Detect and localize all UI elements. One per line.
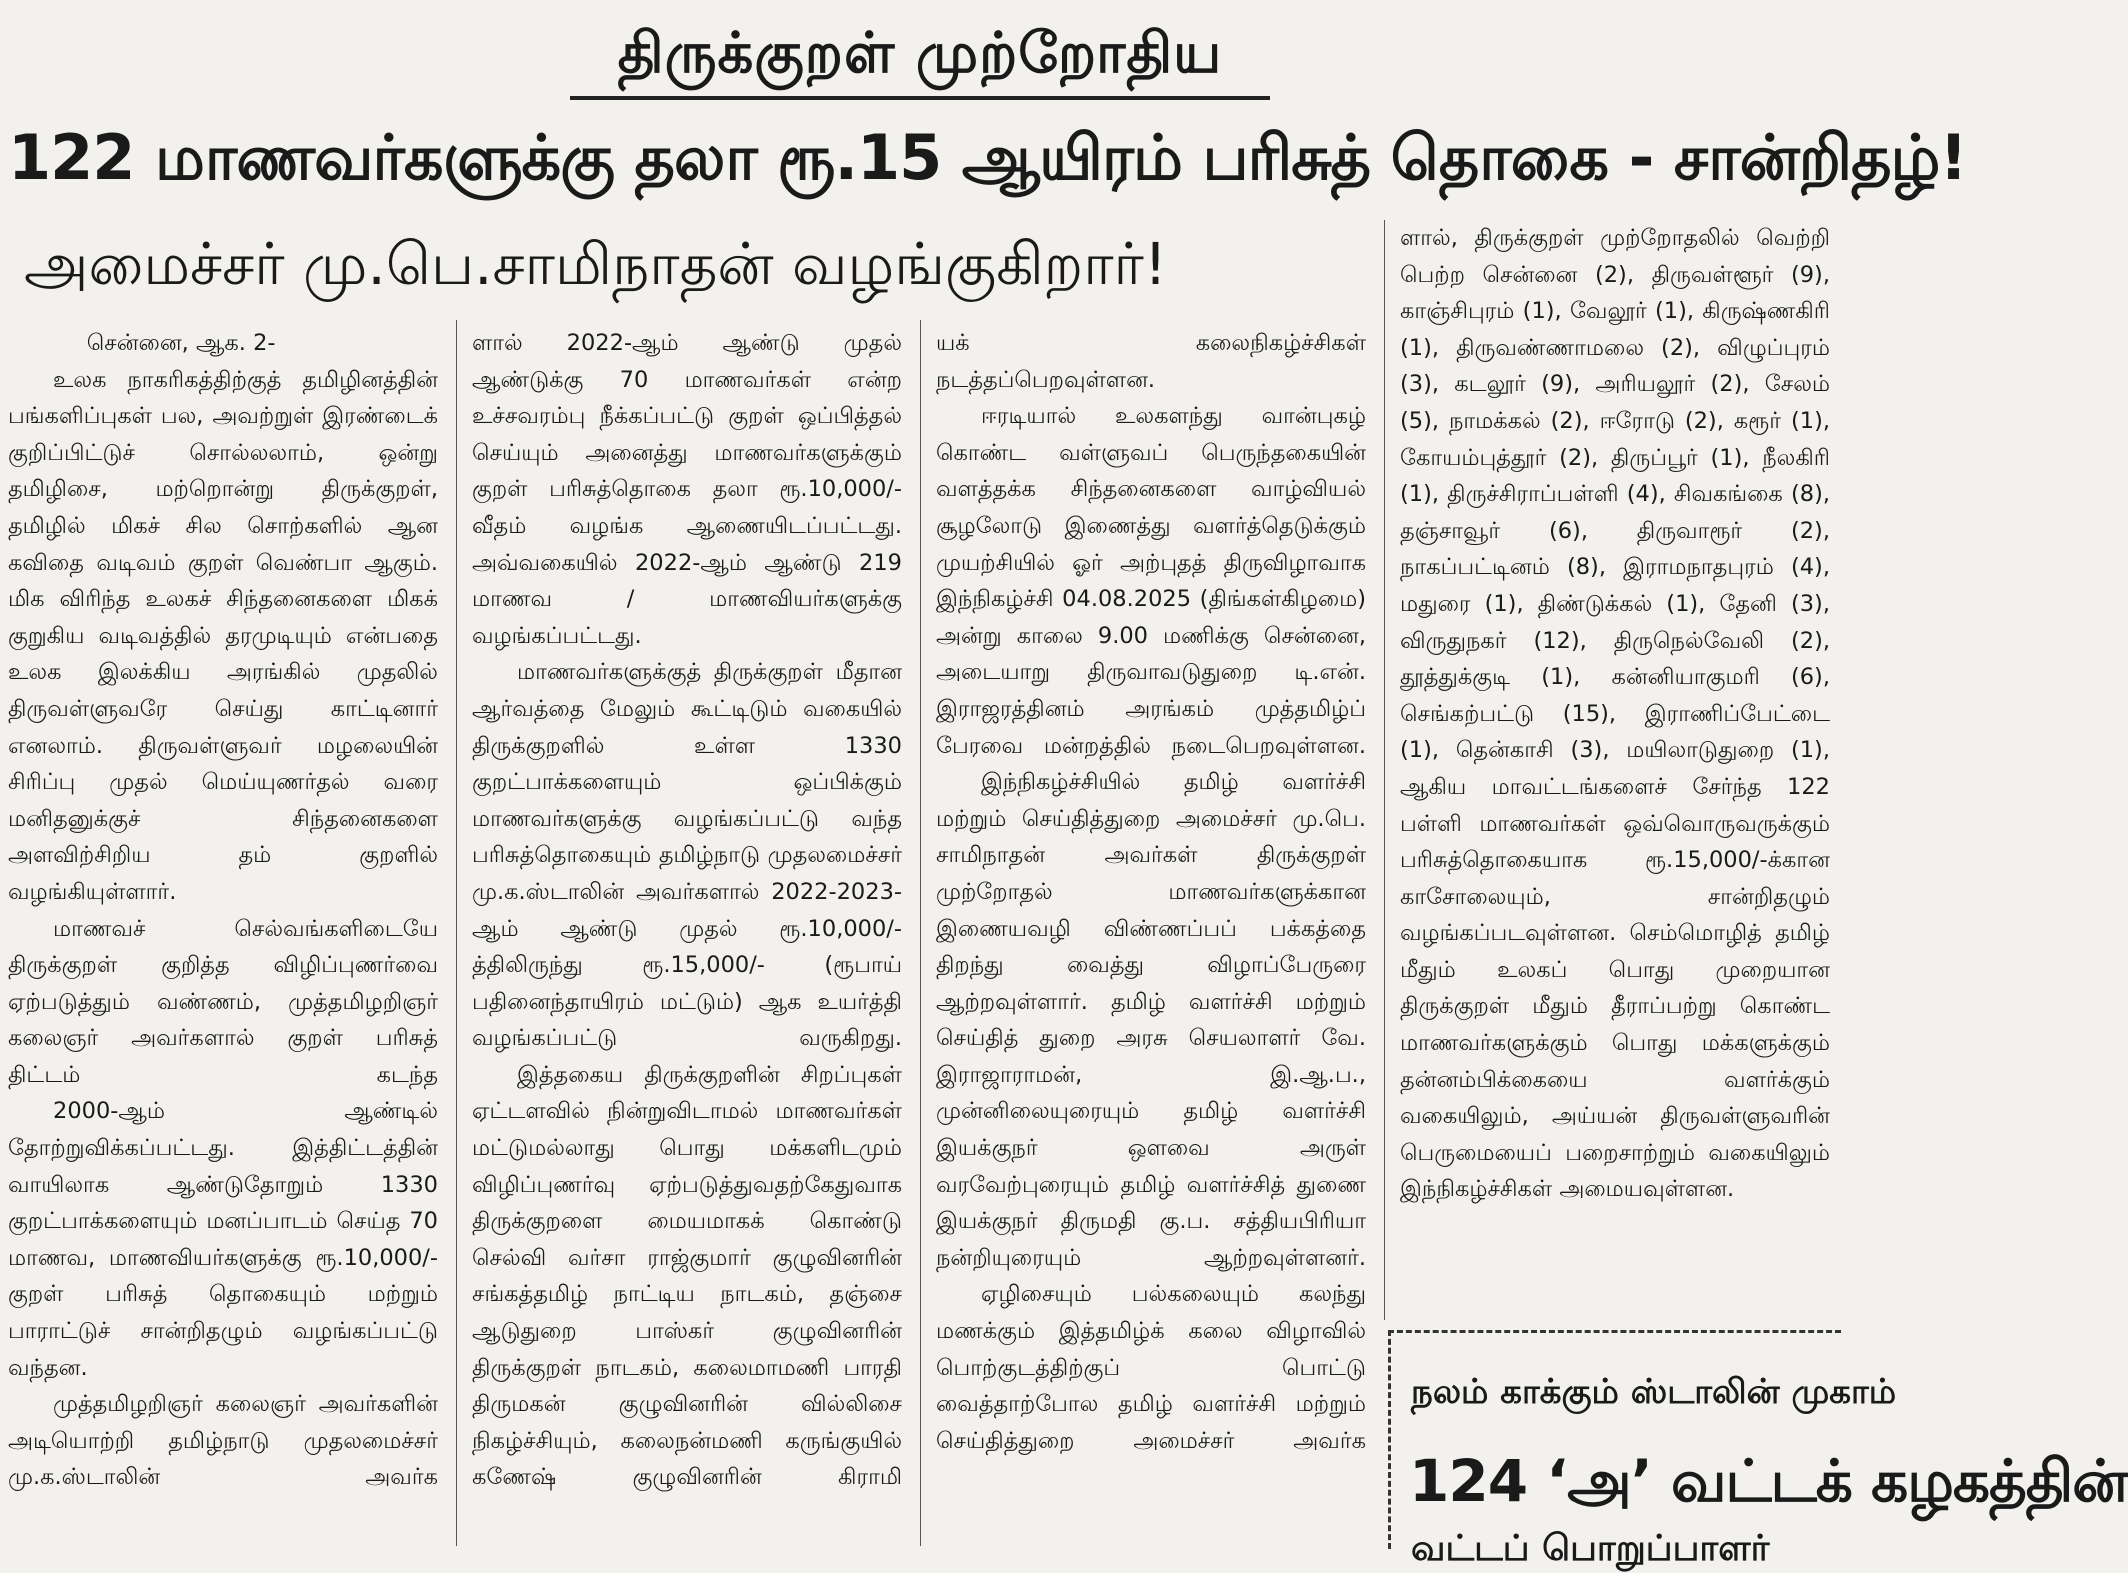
column-rule — [456, 320, 457, 1546]
paragraph: ஏழிசையும் பல்கலையும் கலந்து மணக்கும் இத்தமிழ்க் கலை விழாவில் பொற்குடத்திற்குப் பொட்டு வைத்தாற்போல தமிழ் வளர்ச்சி மற்றும் செய்தித்துறை அமைச்சர் அவர்க — [936, 1281, 1366, 1454]
dateline: சென்னை, ஆக. 2- — [86, 330, 276, 356]
side-news-box — [1388, 1330, 2128, 1569]
paragraph: ஈரடியால் உலகளந்து வான்புகழ் கொண்ட வள்ளுவப் பெருந்தகையின் வளத்தக்க சிந்தனைகளை வாழ்வியல் சூழலோடு இணைத்து வளர்த்தெடுக்கும் முயற்சியில் ஓர் அற்புதத் திருவிழாவாக இந்நிகழ்ச்சி 04.08.2025 (திங்கள்கிழமை) அன்று காலை 9.00 மணிக்கு சென்னை, அடையாறு திருவாவடுதுறை டி.என். இராஜரத்தினம் அரங்கம் முத்தமிழ்ப் பேரவை மன்றத்தில் நடைபெறவுள்ளன. — [936, 403, 1366, 759]
article-column-2 — [472, 325, 902, 1496]
article-column-3 — [936, 325, 1366, 1459]
paragraph: இத்தகைய திருக்குறளின் சிறப்புகள் ஏட்டளவில் நின்றுவிடாமல் மாணவர்கள் மட்டுமல்லாது பொது மக்களிடமும் விழிப்புணர்வு ஏற்படுத்துவதற்கேதுவாக திருக்குறளை மையமாகக் கொண்டு செல்வி வர்சா ராஜ்குமார் குழுவினரின் சங்கத்தமிழ் நாட்டிய நாடகம், தஞ்சை ஆடுதுறை பாஸ்கர் குழுவினரின் திருக்குறள் நாடகம், கலைமாமணி பாரதி திருமகன் குழுவினரின் வில்லிசை நிகழ்ச்சியும், கலைநன்மணி கருங்குயில் கணேஷ் குழுவினரின் கிராமி — [472, 1061, 902, 1491]
paragraph: உலக நாகரிகத்திற்குத் தமிழினத்தின் பங்களிப்புகள் பல, அவற்றுள் இரண்டைக் குறிப்பிட்டுச் சொல்லலாம், ஒன்று தமிழிசை, மற்றொன்று திருக்குறள், தமிழில் மிகச் சில சொற்களில் ஆன கவிதை வடிவம் குறள் வெண்பா ஆகும். மிக விரிந்த உலகச் சிந்தனைகளை மிகக் குறுகிய வடிவத்தில் தரமுடியும் என்பதை உலக இலக்கிய அரங்கில் முதலில் திருவள்ளுவரே செய்து காட்டினார் எனலாம். திருவள்ளுவர் மழலையின் சிரிப்பு முதல் மெய்யுணர்தல் வரை மனிதனுக்குச் சிந்தனைகளை அளவிற்சிறிய தம் குறளில் வழங்கியுள்ளார். — [8, 366, 438, 905]
article-column-4 — [1400, 220, 1830, 1208]
kicker-heading: திருக்குறள் முற்றோதிய — [570, 12, 1270, 100]
sub-headline: அமைச்சர் மு.பெ.சாமிநாதன் வழங்குகிறார்! — [24, 230, 1168, 298]
side-box-subline: வட்டப் பொறுப்பாளர் — [1411, 1528, 1770, 1569]
side-box-headline: 124 ‘அ’ வட்டக் கழகத்தின் — [1409, 1447, 2128, 1515]
paragraph: மாணவர்களுக்குத் திருக்குறள் மீதான ஆர்வத்தை மேலும் கூட்டிடும் வகையில் திருக்குறளில் உள்ள 1330 குறட்பாக்களையும் ஒப்பிக்கும் மாணவர்களுக்கு வழங்கப்பட்டு வந்த பரிசுத்தொகையும் தமிழ்நாடு முதலமைச்சர் மு.க.ஸ்டாலின் அவர்களால் 2022-2023-ஆம் ஆண்டு முதல் ரூ.10,000/-த்திலிருந்து ரூ.15,000/- (ரூபாய் பதினைந்தாயிரம் மட்டும்) ஆக உயர்த்தி வழங்கப்பட்டு வருகிறது. — [472, 659, 902, 1052]
paragraph: 2000-ஆம் ஆண்டில் தோற்றுவிக்கப்பட்டது. இத்திட்டத்தின் வாயிலாக ஆண்டுதோறும் 1330 குறட்பாக்களையும் மனப்பாடம் செய்த 70 மாணவ, மாணவியர்களுக்கு ரூ.10,000/- குறள் பரிசுத் தொகையும் மற்றும் பாராட்டுச் சான்றிதழும் வழங்கப்பட்டு வந்தன. — [8, 1098, 438, 1381]
column-rule — [920, 320, 921, 1546]
column-rule — [1384, 220, 1385, 1320]
paragraph: ளால் 2022-ஆம் ஆண்டு முதல் ஆண்டுக்கு 70 மாணவர்கள் என்ற உச்சவரம்பு நீக்கப்பட்டு குறள் ஒப்பித்தல் செய்யும் அனைத்து மாணவர்களுக்கும் குறள் பரிசுத்தொகை தலா ரூ.10,000/- வீதம் வழங்க ஆணையிடப்பட்டது. அவ்வகையில் 2022-ஆம் ஆண்டு 219 மாணவ / மாணவியர்களுக்கு வழங்கப்பட்டது. — [472, 330, 902, 649]
main-headline: 122 மாணவர்களுக்கு தலா ரூ.15 ஆயிரம் பரிசுத் தொகை - சான்றிதழ்! — [8, 121, 1967, 194]
paragraph: மாணவச் செல்வங்களிடையே திருக்குறள் குறித்த விழிப்புணர்வை ஏற்படுத்தும் வண்ணம், முத்தமிழறிஞர் கலைஞர் அவர்களால் குறள் பரிசுத் திட்டம் கடந்த — [8, 915, 438, 1088]
article-column-1 — [8, 325, 438, 1496]
paragraph: ளால், திருக்குறள் முற்றோதலில் வெற்றி பெற்ற சென்னை (2), திருவள்ளூர் (9), காஞ்சிபுரம் (1), வேலூர் (1), கிருஷ்ணகிரி (1), திருவண்ணாமலை (2), விழுப்புரம் (3), கடலூர் (9), அரியலூர் (2), சேலம் (5), நாமக்கல் (2), ஈரோடு (2), கரூர் (1), கோயம்புத்தூர் (2), திருப்பூர் (1), நீலகிரி (1), திருச்சிராப்பள்ளி (4), சிவகங்கை (8), தஞ்சாவூர் (6), திருவாரூர் (2), நாகப்பட்டினம் (8), இராமநாதபுரம் (4), மதுரை (1), திண்டுக்கல் (1), தேனி (3), விருதுநகர் (12), திருநெல்வேலி (2), தூத்துக்குடி (1), கன்னியாகுமரி (6), செங்கற்பட்டு (15), இராணிப்பேட்டை (1), தென்காசி (3), மயிலாடுதுறை (1), ஆகிய மாவட்டங்களைச் சேர்ந்த 122 பள்ளி மாணவர்கள் ஒவ்வொருவருக்கும் பரிசுத்தொகையாக ரூ.15,000/-க்கான காசோலையும், சான்றிதழும் வழங்கப்படவுள்ளன. செம்மொழித் தமிழ் மீதும் உலகப் பொது முறையான திருக்குறள் மீதும் தீராப்பற்று கொண்ட மாணவர்களுக்கும் பொது மக்களுக்கும் தன்னம்பிக்கையை வளர்க்கும் வகையிலும், அய்யன் திருவள்ளுவரின் பெருமையைப் பறைசாற்றும் வகையிலும் இந்நிகழ்ச்சிகள் அமையவுள்ளன. — [1400, 225, 1830, 1203]
paragraph: முத்தமிழறிஞர் கலைஞர் அவர்களின் அடியொற்றி தமிழ்நாடு முதலமைச்சர் மு.க.ஸ்டாலின் அவர்க — [8, 1391, 438, 1491]
paragraph: யக் கலைநிகழ்ச்சிகள் நடத்தப்பெறவுள்ளன. — [936, 330, 1366, 393]
side-box-kicker: நலம் காக்கும் ஸ்டாலின் முகாம் — [1411, 1372, 1897, 1412]
paragraph: இந்நிகழ்ச்சியில் தமிழ் வளர்ச்சி மற்றும் செய்தித்துறை அமைச்சர் மு.பெ. சாமிநாதன் அவர்கள் திருக்குறள் முற்றோதல் மாணவர்களுக்கான இணையவழி விண்ணப்பப் பக்கத்தை திறந்து வைத்து விழாப்பேருரை ஆற்றவுள்ளார். தமிழ் வளர்ச்சி மற்றும் செய்தித் துறை அரசு செயலாளர் வே. இராஜாராமன், இ.ஆ.ப., முன்னிலையுரையும் தமிழ் வளர்ச்சி இயக்குநர் ஒளவை அருள் வரவேற்புரையும் தமிழ் வளர்ச்சித் துணை இயக்குநர் திருமதி கு.ப. சத்தியபிரியா நன்றியுரையும் ஆற்றவுள்ளனர். — [936, 769, 1366, 1271]
